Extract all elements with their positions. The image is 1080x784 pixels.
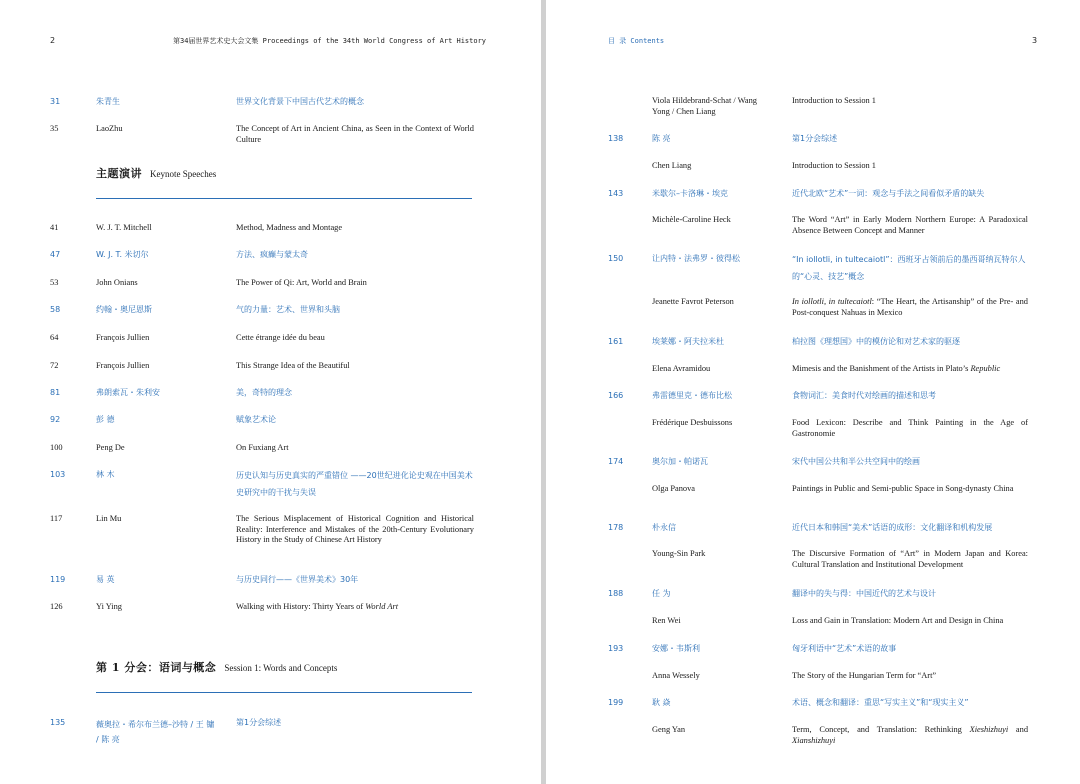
- toc-entry-page: 117: [50, 514, 63, 523]
- toc-entry-author: 陈 亮: [652, 134, 671, 143]
- toc-entry-author: Frédérique Desbuissons: [652, 418, 733, 427]
- toc-entry-title[interactable]: 宋代中国公共和半公共空间中的绘画: [792, 457, 920, 466]
- toc-entry-page: 53: [50, 278, 59, 287]
- toc-entry-author: John Onians: [96, 278, 138, 287]
- toc-entry-author: 约翰・奥尼恩斯: [96, 305, 152, 314]
- toc-entry-author: LaoZhu: [96, 124, 123, 133]
- title-text: Term, Concept, and Translation: Rethinking: [792, 725, 970, 734]
- toc-entry-title[interactable]: The Serious Misplacement of Historical Cognition and Historical Reality: Interference and Mistakes of the 20th-Century Evolutionary History in the Study of Chinese Art History: [236, 514, 474, 544]
- toc-entry-title[interactable]: Loss and Gain in Translation: Modern Art and Design in China: [792, 616, 1004, 625]
- section-rule: [96, 198, 472, 199]
- toc-entry-author: Lin Mu: [96, 514, 122, 523]
- toc-entry-page: 31: [50, 97, 61, 106]
- toc-entry-author: Young-Sin Park: [652, 549, 706, 558]
- toc-entry-title[interactable]: [236, 602, 398, 613]
- toc-entry-page: 103: [50, 470, 66, 479]
- toc-entry-author: 米歇尔–卡洛琳・埃克: [652, 189, 728, 198]
- toc-entry-title[interactable]: Paintings in Public and Semi-public Space in Song-dynasty China: [792, 484, 1014, 493]
- toc-entry-page: 161: [608, 337, 624, 346]
- title-text: : “The Heart, the Artisanship” of the Pre- and Post-conquest Nahuas in Mexico: [792, 297, 1028, 317]
- toc-entry-author: Chen Liang: [652, 161, 692, 170]
- toc-entry-title[interactable]: 第1分会综述: [236, 718, 282, 727]
- right-page: [546, 0, 1080, 784]
- title-text: Mimesis and the Banishment of the Artists in Plato’s: [792, 364, 971, 373]
- toc-entry-page: 143: [608, 189, 624, 198]
- toc-entry-author: 朱青生: [96, 97, 120, 106]
- toc-entry-title[interactable]: [792, 725, 1028, 746]
- toc-entry-author: François Jullien: [96, 361, 150, 370]
- toc-entry-title[interactable]: This Strange Idea of the Beautiful: [236, 361, 350, 370]
- toc-entry-page: 188: [608, 589, 624, 598]
- title-italic: Xianshizhuyi: [792, 735, 836, 745]
- toc-entry-page: 150: [608, 254, 624, 263]
- toc-entry-title[interactable]: 匈牙利语中“艺术”术语的故事: [792, 644, 897, 653]
- toc-entry-title[interactable]: 柏拉图《理想国》中的模仿论和对艺术家的驱逐: [792, 337, 960, 346]
- section-title-cn: 第 1 分会：语词与概念: [96, 661, 217, 674]
- toc-entry-page: 138: [608, 134, 624, 143]
- toc-entry-title[interactable]: 气的力量：艺术、世界和头脑: [236, 305, 340, 314]
- toc-entry-page: 100: [50, 443, 63, 452]
- toc-entry-page: 64: [50, 333, 59, 342]
- title-text: Walking with History: Thirty Years of: [236, 602, 366, 611]
- toc-entry-author: Geng Yan: [652, 725, 686, 734]
- toc-entry-page: 35: [50, 124, 59, 133]
- toc-entry-author: 林 木: [96, 470, 115, 479]
- toc-entry-title[interactable]: 食物词汇：美食时代对绘画的描述和思考: [792, 391, 936, 400]
- toc-entry-page: 119: [50, 575, 66, 584]
- toc-entry-title[interactable]: The Word “Art” in Early Modern Northern Europe: A Paradoxical Absence Between Concept and Manner: [792, 215, 1028, 235]
- toc-entry-title[interactable]: [792, 297, 1028, 318]
- toc-entry-page: 174: [608, 457, 624, 466]
- toc-entry-title[interactable]: 历史认知与历史真实的严重错位 ——20世纪进化论史观在中国美术史研究中的干扰与失误: [236, 471, 473, 497]
- toc-entry-title[interactable]: The Power of Qi: Art, World and Brain: [236, 278, 367, 287]
- toc-entry-title[interactable]: 美，奇特的理念: [236, 388, 292, 397]
- toc-entry-author: 让内特・法弗罗・彼得松: [652, 254, 740, 263]
- toc-entry-author: 薇奥拉・希尔布兰德–沙特 / 王 镛 / 陈 亮: [96, 720, 215, 744]
- toc-entry-page: 58: [50, 305, 61, 314]
- toc-entry-author: 任 为: [652, 589, 671, 598]
- title-italic: Republic: [970, 364, 1001, 373]
- toc-entry-page: 126: [50, 602, 63, 611]
- toc-entry-author: 易 英: [96, 575, 115, 584]
- toc-entry-title[interactable]: “In iollotli, in tultecaiotl”：西班牙占领前后的墨西哥纳瓦特尔人的“心灵、技艺”概念: [792, 255, 1026, 281]
- toc-entry-title[interactable]: [792, 364, 1000, 375]
- toc-entry-title[interactable]: The Story of the Hungarian Term for “Art”: [792, 671, 937, 680]
- toc-entry-page: 47: [50, 250, 61, 259]
- toc-entry-author: 弗朗索瓦・朱利安: [96, 388, 160, 397]
- toc-entry-title[interactable]: The Concept of Art in Ancient China, as Seen in the Context of World Culture: [236, 124, 474, 144]
- toc-entry-author: 奥尔加・帕诺瓦: [652, 457, 708, 466]
- toc-entry-author: W. J. T. Mitchell: [96, 223, 152, 232]
- toc-entry-author: François Jullien: [96, 333, 150, 342]
- toc-entry-title[interactable]: The Discursive Formation of “Art” in Modern Japan and Korea: Cultural Translation and Institutional Development: [792, 549, 1028, 569]
- toc-entry-page: 193: [608, 644, 624, 653]
- toc-entry-author: Viola Hildebrand-Schat / Wang Yong / Chen Liang: [652, 96, 757, 116]
- page-number-right: 3: [1032, 36, 1038, 45]
- toc-entry-author: Jeanette Favrot Peterson: [652, 297, 734, 306]
- toc-entry-author: 安娜・韦斯利: [652, 644, 700, 653]
- toc-entry-author: 彭 德: [96, 415, 115, 424]
- section-title-en: Keynote Speeches: [150, 169, 217, 179]
- section-title-en: Session 1: Words and Concepts: [224, 663, 338, 673]
- toc-entry-title[interactable]: 与历史同行——《世界美术》30年: [236, 575, 359, 584]
- toc-entry-page: 92: [50, 415, 61, 424]
- toc-entry-author: Yi Ying: [96, 602, 122, 611]
- toc-entry-page: 81: [50, 388, 61, 397]
- toc-entry-title[interactable]: 第1分会综述: [792, 134, 838, 143]
- toc-entry-author: Michèle-Caroline Heck: [652, 215, 731, 224]
- toc-entry-author: W. J. T. 米切尔: [96, 250, 149, 259]
- toc-entry-author: Elena Avramidou: [652, 364, 711, 373]
- title-italic: Xieshizhuyi: [969, 725, 1009, 734]
- toc-entry-author: Ren Wei: [652, 616, 681, 625]
- running-header-right: 目 录 Contents: [608, 37, 665, 45]
- toc-entry-page: 178: [608, 523, 624, 532]
- toc-entry-page: 166: [608, 391, 624, 400]
- toc-entry-author: 耿 焱: [652, 698, 671, 707]
- title-italic: In iollotli, in tultecaiotl: [792, 297, 872, 306]
- toc-entry-page: 135: [50, 718, 66, 727]
- toc-entry-page: 41: [50, 223, 59, 232]
- toc-entry-title[interactable]: 赋象艺术论: [236, 415, 276, 424]
- section-title-cn: 主题演讲: [96, 167, 142, 180]
- toc-entry-title[interactable]: 翻译中的失与得：中国近代的艺术与设计: [792, 589, 936, 598]
- page-number-left: 2: [50, 36, 56, 45]
- title-italic: World Art: [365, 602, 399, 611]
- section-heading-keynote: [96, 162, 216, 181]
- toc-entry-title[interactable]: On Fuxiang Art: [236, 443, 289, 452]
- toc-entry-author: 朴永信: [652, 523, 676, 532]
- toc-entry-author: Anna Wessely: [652, 671, 700, 680]
- toc-entry-page: 72: [50, 361, 59, 370]
- toc-entry-title[interactable]: Introduction to Session 1: [792, 161, 876, 170]
- toc-entry-title[interactable]: Food Lexicon: Describe and Think Painting in the Age of Gastronomie: [792, 418, 1028, 438]
- section-heading-session1: [96, 656, 337, 675]
- toc-entry-title[interactable]: Introduction to Session 1: [792, 96, 876, 105]
- section-rule: [96, 692, 472, 693]
- toc-entry-title[interactable]: 方法、疯癫与蒙太奇: [236, 250, 308, 259]
- toc-entry-page: 199: [608, 698, 624, 707]
- toc-entry-title[interactable]: 近代日本和韩国“美术”话语的成形：文化翻译和机构发展: [792, 523, 993, 532]
- toc-entry-title[interactable]: Cette étrange idée du beau: [236, 333, 325, 342]
- toc-entry-author: Peng De: [96, 443, 125, 452]
- title-text: and: [1008, 725, 1029, 734]
- toc-entry-author: 弗雷德里克・德布比松: [652, 391, 732, 400]
- toc-entry-author: Olga Panova: [652, 484, 696, 493]
- toc-entry-title[interactable]: 世界文化背景下中国古代艺术的概念: [236, 97, 364, 106]
- toc-entry-author: 埃莱娜・阿夫拉米杜: [652, 337, 724, 346]
- toc-entry-title[interactable]: Method, Madness and Montage: [236, 223, 343, 232]
- toc-entry-title[interactable]: 术语、概念和翻译：重思“写实主义”和“现实主义”: [792, 698, 969, 707]
- running-header-left: 第34届世界艺术史大会文集 Proceedings of the 34th World Congress of Art History: [173, 37, 487, 45]
- toc-entry-title[interactable]: 近代北欧“艺术”一词：观念与手法之间看似矛盾的缺失: [792, 189, 985, 198]
